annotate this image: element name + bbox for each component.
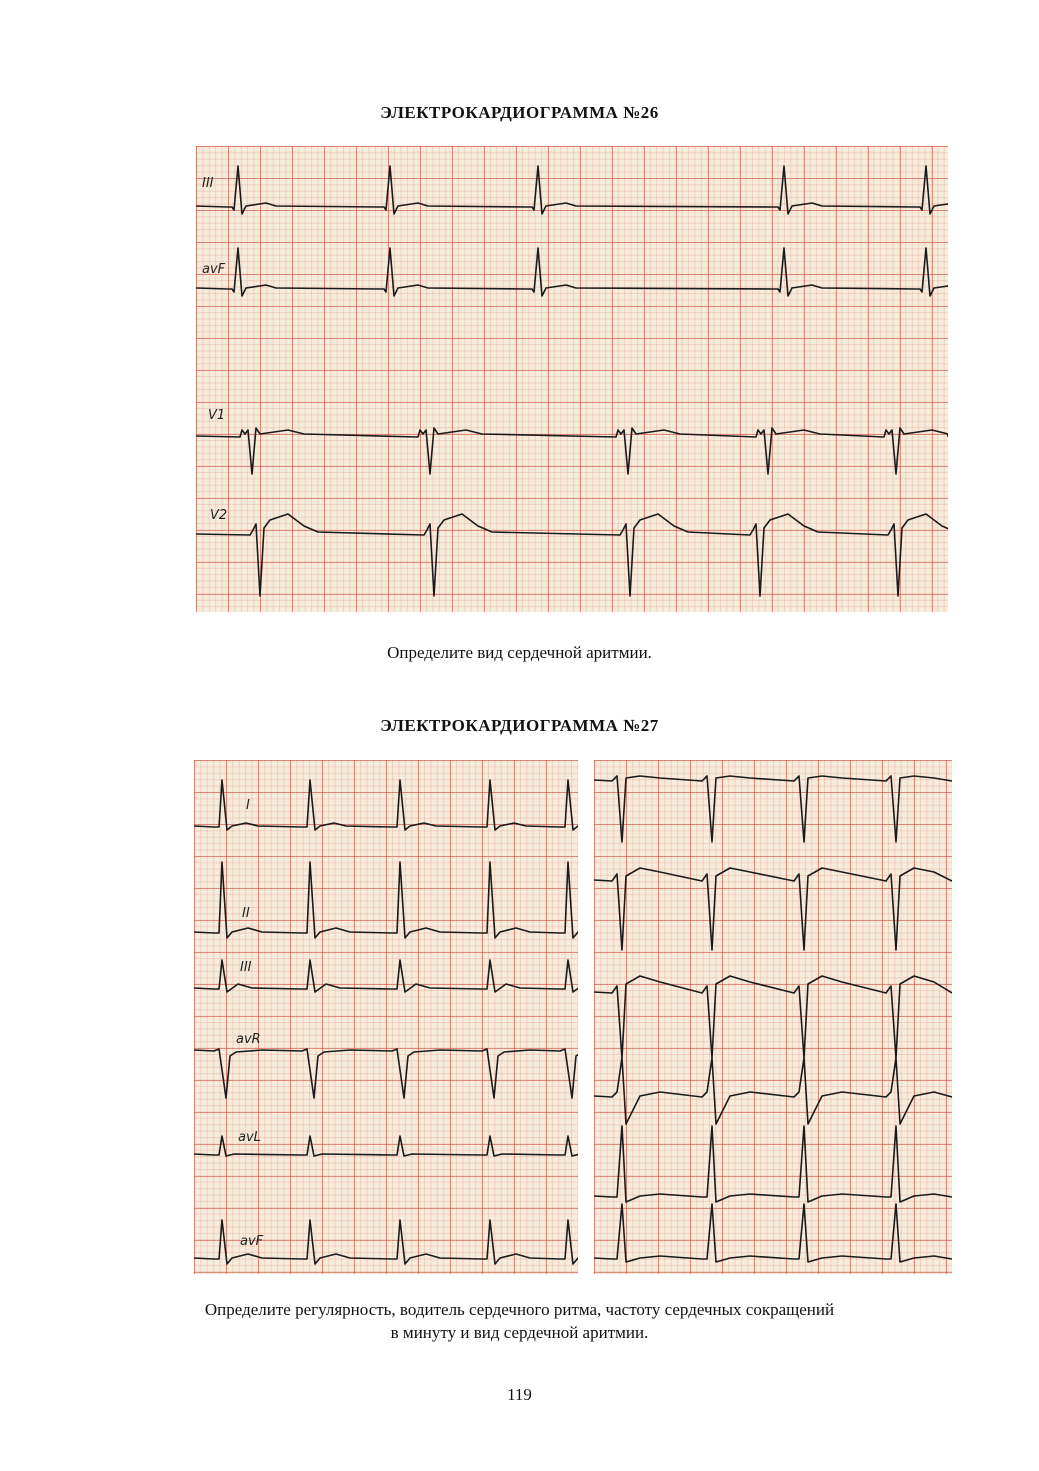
ecg27-trace-III (194, 960, 578, 992)
ecg27-chest-traces (594, 760, 952, 1274)
ecg27-trace-I (194, 780, 578, 830)
ecg27-title: ЭЛЕКТРОКАРДИОГРАММА №27 (380, 716, 659, 735)
ecg26-question: Определите вид сердечной аритмии. (387, 643, 652, 662)
ecg27-trace-V1 (594, 776, 952, 842)
ecg27-lead-label: avF (240, 1234, 264, 1249)
ecg26-trace-V2 (196, 514, 948, 596)
ecg27-trace-V4 (594, 1058, 952, 1124)
ecg27-trace-II (194, 862, 578, 938)
ecg27-trace-V5 (594, 1126, 952, 1202)
ecg27-lead-label: III (240, 960, 252, 975)
ecg26-strip (196, 146, 948, 612)
ecg27-lead-label: avL (238, 1130, 261, 1145)
ecg26-traces (196, 146, 948, 612)
ecg27-limb-traces (194, 760, 578, 1274)
ecg27-trace-avR (194, 1049, 578, 1098)
ecg26-trace-III (196, 166, 948, 214)
ecg27-lead-label: avR (236, 1032, 261, 1047)
ecg26-lead-label: V1 (208, 408, 226, 423)
ecg26-trace-V1 (196, 428, 948, 474)
ecg27-lead-label: II (242, 906, 250, 921)
ecg26-trace-avF (196, 248, 948, 296)
ecg26-lead-label: III (202, 176, 214, 191)
ecg26-title: ЭЛЕКТРОКАРДИОГРАММА №26 (380, 103, 659, 122)
page-number: 119 (507, 1385, 532, 1404)
ecg27-lead-label: I (246, 798, 250, 813)
ecg27-trace-V2 (594, 868, 952, 950)
ecg27-trace-V3 (594, 976, 952, 1058)
ecg27-trace-V6 (594, 1204, 952, 1262)
ecg26-lead-label: V2 (210, 508, 228, 523)
ecg27-trace-avL (194, 1136, 578, 1156)
ecg27-trace-avF (194, 1220, 578, 1264)
ecg27-chest-leads (594, 760, 952, 1274)
ecg27-question-line2: в минуту и вид сердечной аритмии. (390, 1323, 649, 1342)
ecg27-limb-leads (194, 760, 578, 1274)
ecg27-question-line1: Определите регулярность, водитель сердечного ритма, частоту сердечных сокращений (204, 1300, 835, 1319)
ecg26-lead-label: avF (202, 262, 226, 277)
